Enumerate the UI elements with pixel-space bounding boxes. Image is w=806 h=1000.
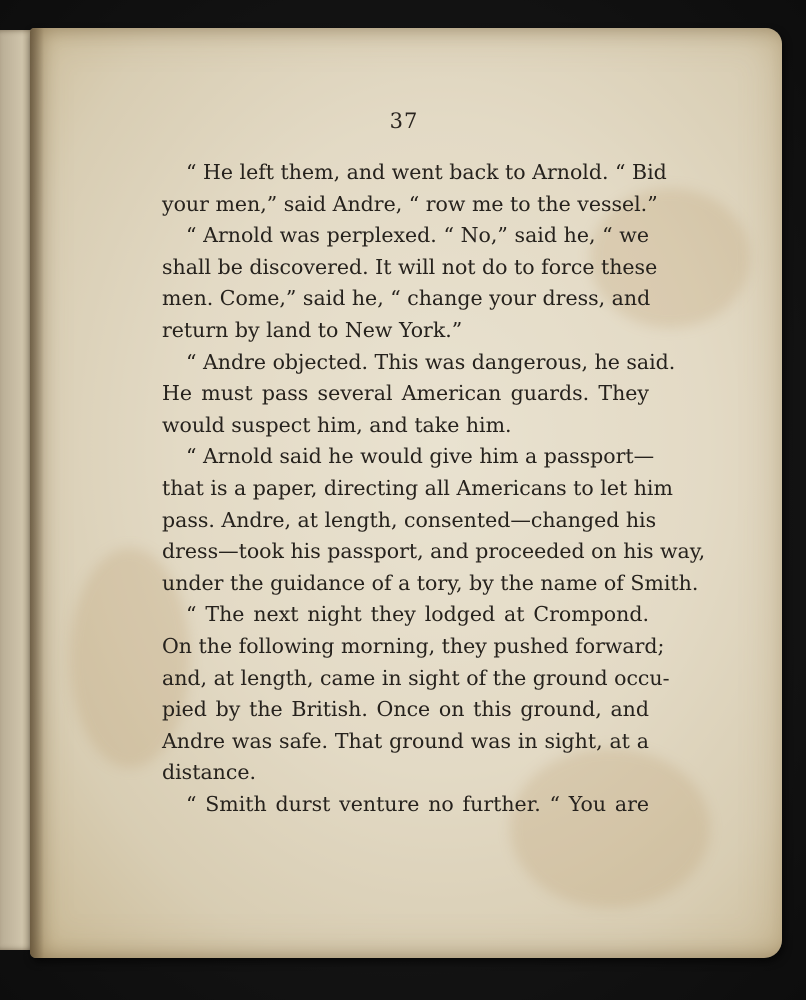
body-text (162, 157, 706, 820)
text-line: under the guidance of a tory, by the name of Smith. (162, 570, 699, 595)
text-line: pass. Andre, at length, consented—changed his (162, 507, 657, 532)
text-line: dress—took his passport, and proceeded on his way, (162, 539, 706, 564)
text-line: shall be discovered. It will not do to force these (162, 254, 658, 279)
text-line: “ He left them, and went back to Arnold. “ Bid (186, 160, 667, 184)
text-line: return by land to New York.” (162, 317, 463, 342)
text-line: your men,” said Andre, “ row me to the vessel.” (162, 191, 658, 216)
text-line: and, at length, came in sight of the ground occu- (162, 665, 670, 690)
text-line: Andre was safe. That ground was in sight, at a (162, 728, 649, 753)
text-line: “ Andre objected. This was dangerous, he said. (186, 349, 676, 374)
text-line: pied by the British. Once on this ground, and (162, 697, 649, 722)
text-line: “ Smith durst venture no further. “ You are (186, 791, 649, 816)
text-line: that is a paper, directing all Americans to let him (162, 475, 673, 500)
page-number: 37 (389, 109, 419, 133)
text-line: On the following morning, they pushed forward; (162, 633, 665, 658)
text-line: He must pass several American guards. They (162, 381, 649, 406)
text-line: “ Arnold said he would give him a passport— (186, 444, 655, 469)
text-line: would suspect him, and take him. (162, 412, 512, 437)
text-line: men. Come,” said he, “ change your dress, and (162, 286, 651, 311)
text-line: “ The next night they lodged at Crompond. (186, 602, 649, 627)
text-line: “ Arnold was perplexed. “ No,” said he, “ we (186, 223, 649, 248)
text-line: distance. (162, 760, 256, 785)
